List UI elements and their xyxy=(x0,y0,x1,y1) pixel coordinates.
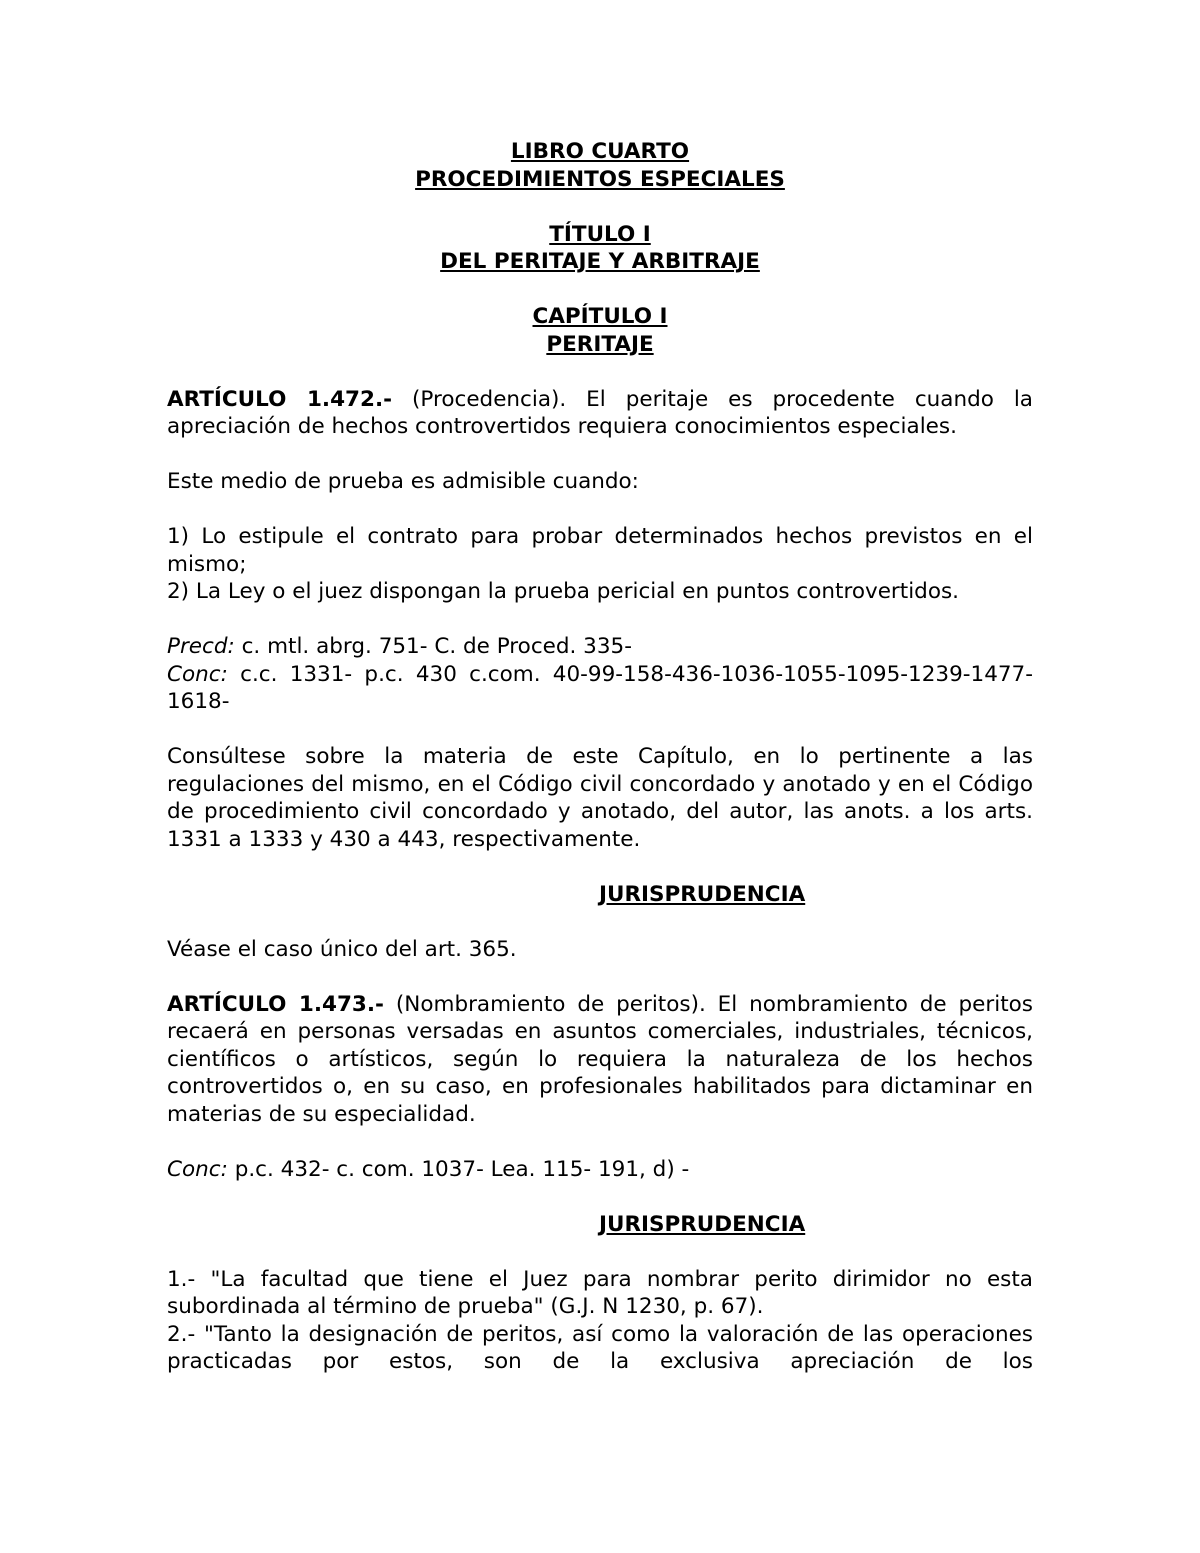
jurisprudencia-item-2: 2.- "Tanto la designación de peritos, así como la valoración de las operaciones practicadas por estos, son de la exclusiva apreciación de los xyxy=(167,1321,1033,1374)
article-1473 xyxy=(167,991,1033,1129)
article-1472-text: (Procedencia). El peritaje es procedente cuando la apreciación de hechos controvertidos requiera conocimientos especiales. xyxy=(167,386,1033,439)
article-1472-note: Consúltese sobre la materia de este Capítulo, en lo pertinente a las regulaciones del mismo, en el Código civil concordado y anotado y en el Código de procedimiento civil concordado y anotado, del autor, las anots. a los arts. 1331 a 1333 y 430 a 443, respectivamente. xyxy=(167,744,1033,852)
chapter-name: PERITAJE xyxy=(546,331,654,357)
title-heading: TÍTULO I xyxy=(549,221,651,247)
article-1472-item-2: 2) La Ley o el juez dispongan la prueba pericial en puntos controvertidos. xyxy=(167,579,960,604)
article-1472-item-1: 1) Lo estipule el contrato para probar determinados hechos previstos en el mismo; xyxy=(167,524,1033,577)
article-1472-intro: Este medio de prueba es admisible cuando: xyxy=(167,469,639,494)
article-1473-label: ARTÍCULO 1.473.- xyxy=(167,991,384,1017)
conc-label-1473: Conc: xyxy=(167,1156,228,1182)
article-1472-precd xyxy=(167,633,1033,661)
title-name: DEL PERITAJE Y ARBITRAJE xyxy=(440,249,760,274)
jurisprudencia-item-1: 1.- "La facultad que tiene el Juez para nombrar perito dirimidor no esta subordinada al término de prueba" (G.J. N 1230, p. 67). xyxy=(167,1266,1033,1319)
conc-text: c.c. 1331- p.c. 430 c.com. 40-99-158-436-1036-1055-1095-1239-1477-1618- xyxy=(167,661,1033,714)
book-heading: LIBRO CUARTO xyxy=(510,139,690,164)
jurisprudencia-heading-1472: JURISPRUDENCIA xyxy=(599,881,806,907)
precd-text: c. mtl. abrg. 751- C. de Proced. 335- xyxy=(234,634,632,659)
precd-label: Precd: xyxy=(167,634,235,659)
jurisprudencia-heading-1473: JURISPRUDENCIA xyxy=(599,1211,806,1237)
article-1473-conc xyxy=(167,1156,1033,1184)
document-page xyxy=(167,138,1033,1376)
article-1472-conc xyxy=(167,661,1033,716)
conc-label: Conc: xyxy=(167,661,228,687)
article-1472-label: ARTÍCULO 1.472.- xyxy=(167,386,393,412)
jurisprudencia-text-1472: Véase el caso único del art. 365. xyxy=(167,936,517,962)
chapter-heading: CAPÍTULO I xyxy=(532,304,668,329)
article-1472 xyxy=(167,386,1033,441)
conc-text-1473: p.c. 432- c. com. 1037- Lea. 115- 191, d) - xyxy=(227,1156,690,1182)
book-title: PROCEDIMIENTOS ESPECIALES xyxy=(415,166,785,192)
article-1473-text: (Nombramiento de peritos). El nombramiento de peritos recaerá en personas versadas en asuntos comerciales, industriales, técnicos, científicos o artísticos, según lo requiera la naturaleza de los hechos controvertidos o, en su caso, en profesionales habilitados para dictaminar en materias de su especialidad. xyxy=(167,991,1033,1127)
